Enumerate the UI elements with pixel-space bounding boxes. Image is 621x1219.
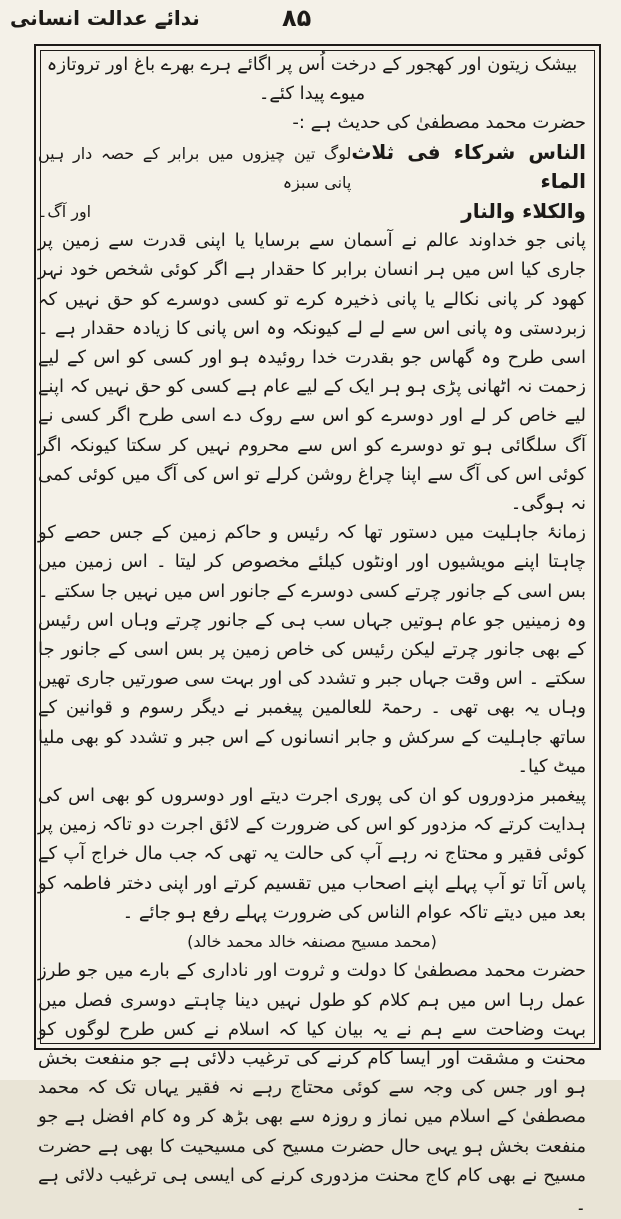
page-number: ۸۵ — [282, 4, 312, 32]
hadith-translation: لوگ تین چیزوں میں برابر کے حصہ دار ہیں پانی سبزہ — [38, 143, 352, 192]
paragraph-water-grass-fire: پانی جو خداوند عالم نے آسمان سے برسایا یا اپنی قدرت سے زمین پر جاری کیا اس میں ہر انسان برابر کا حقدار ہے اگر کوئی شخص خود نہر کھود کر پانی نکالے یا پانی ذخیرہ کرے تو کسی دوسرے کو حق نہیں کہ زبردستی وہ پانی اس سے لے لے کیونکہ وہ اس پانی کا زیادہ حقدار ہے ۔ اسی طرح وہ گھاس جو بقدرت خدا روئیدہ ہو اور کسی کو اس کے لیے زحمت نہ اٹھانی پڑی ہو ہر ایک کے لیے عام ہے کسی کو حق نہیں کہ اپنے لیے خاص کر لے اور دوسرے کو اس سے روک دے اسی طرح اگر کسی نے آگ سلگائی ہو تو دوسرے کو اس سے محروم نہیں کر سکتا کیونکہ اگر کوئی اس کی آگ سے اپنا چراغ روشن کرلے تو اس کی آگ میں کوئی کمی نہ ہوگی۔ — [38, 230, 586, 515]
paragraph-workers-wages: پیغمبر مزدوروں کو ان کی پوری اجرت دیتے اور دوسروں کو بھی اس کی ہدایت کرتے کہ مزدور کو اس کی ضرورت کے لائق اجرت دو تاکہ زمین پر کوئی فقیر و محتاج نہ رہے آپ کی حالت یہ تھی کہ جب مال خراج آپ کے پاس آتا تو آپ پہلے اپنے اصحاب میں تقسیم کرتے اور اپنی دختر فاطمہ کو بعد میں دیتے تاکہ عوام الناس کی ضرورت پہلے رفع ہو جائے ۔ — [38, 785, 586, 923]
hadith-line-end — [38, 197, 586, 226]
hadith-line — [38, 138, 586, 197]
hadith-intro: حضرت محمد مصطفیٰ کی حدیث ہے :- — [292, 112, 586, 134]
paragraph-work-incentive: حضرت محمد مصطفیٰ کا دولت و ثروت اور ناداری کے بارے میں جو طرز عمل رہا اس میں ہم کلام کو طول نہیں دینا چاہتے دوسری فصل میں بہت وضاحت سے ہم نے یہ بیان کیا کہ اسلام نے کس طرح لوگوں کو محنت و مشقت اور ایسا کام کرنے کی ترغیب دلائی ہے جو منفعت بخش ہو اور جس کی وجہ سے کوئی محتاج رہے نہ فقیر یہاں تک کہ محمد مصطفیٰ کے اسلام میں نماز و روزہ سے بھی بڑھ کر وہ کام افضل ہے جو منفعت بخش ہو یہی حال حضرت مسیح کی مسیحیت کا بھی ہے حضرت مسیح نے بھی کام کاج محنت مزدوری کرنے کی ایسی ہی ترغیب دلائی ہے ۔ — [38, 960, 586, 1215]
hadith-translation-end: اور آگ۔ — [38, 202, 92, 222]
page-body — [38, 50, 586, 1215]
verse-translation: بیشک زیتون اور کھجور کے درخت اُس پر اگائے ہرے بھرے باغ اور تروتازہ میوے پیدا کئے۔ — [46, 54, 578, 105]
running-title: ندائے عدالت انسانی — [10, 6, 200, 30]
hadith-arabic-end: والکلاء والنار — [461, 199, 586, 224]
citation: (محمد مسیح مصنفہ خالد محمد خالد) — [187, 932, 437, 952]
page-header — [0, 0, 621, 42]
hadith-arabic: الناس شرکاء فی ثلاث الماء — [351, 139, 586, 193]
paragraph-jahiliyya-pastures: زمانۂ جاہلیت میں دستور تھا کہ رئیس و حاکم زمین کے جس حصے کو چاہتا اپنے مویشیوں اور اونٹوں کیلئے مخصوص کر لیتا ۔ اس زمین میں بس اسی کے جانور چرتے کسی دوسرے کے جانور اس میں نہیں جا سکتے ۔ وہ زمینیں جو عام ہوتیں جہاں سب ہی کے جانور چرتے وہاں اس رئیس کے بھی جانور چرتے لیکن رئیس کی خاص زمین پر بس اسی کے جانور جا سکتے ۔ اس وقت جہاں جبر و تشدد کی اور بہت سی صورتیں جاری تھیں وہاں یہ بھی تھی ۔ رحمۃ للعالمین پیغمبر نے دیگر رسوم و قوانین کے ساتھ جاہلیت کے سرکش و جابر انسانوں کے اس جبر و تشدد کو بھی ملیا میٹ کیا۔ — [38, 522, 586, 777]
